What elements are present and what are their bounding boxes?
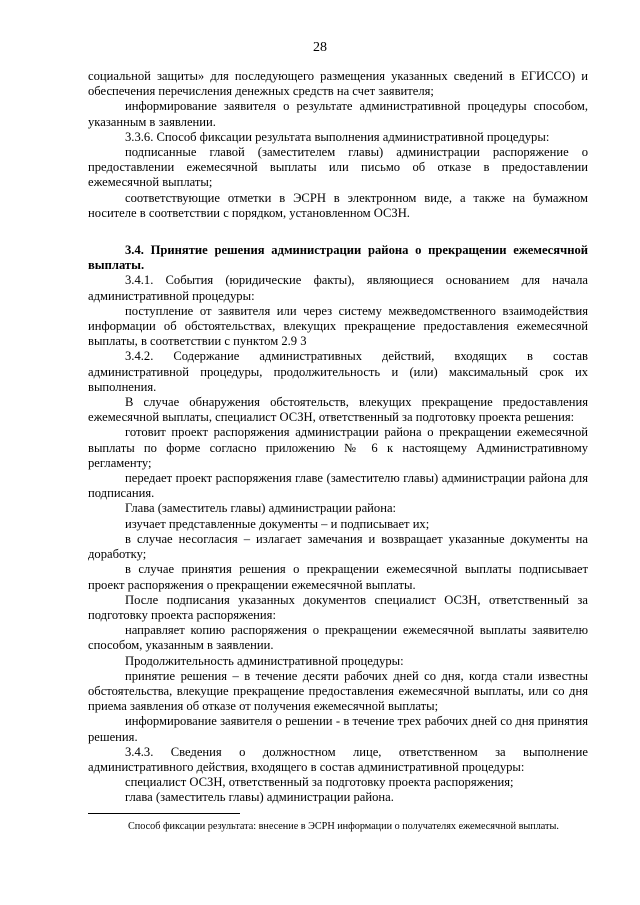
paragraph: 3.4.2. Содержание административных действий, входящих в состав административной процедуры, продолжительность и (или) максимальный срок их выполнения. xyxy=(88,349,588,394)
paragraph: передает проект распоряжения главе (заместителю главы) администрации района для подписания. xyxy=(88,471,588,501)
paragraph: поступление от заявителя или через систему межведомственного взаимодействия информации об обстоятельствах, влекущих прекращение предоставления ежемесячной выплаты, в соответствии с пунктом 2.9 3 xyxy=(88,303,588,349)
paragraph: 3.3.6. Способ фиксации результата выполнения административной процедуры: xyxy=(125,129,550,144)
paragraph: информирование заявителя о результате административной процедуры способом, указанным в заявлении. xyxy=(88,99,588,129)
paragraph: в случае несогласия – излагает замечания и возвращает указанные документы на доработку; xyxy=(88,531,588,562)
document-body xyxy=(88,69,588,806)
paragraph: направляет копию распоряжения о прекращении ежемесячной выплаты заявителю способом, указанным в заявлении. xyxy=(88,623,588,653)
paragraph: глава (заместитель главы) администрации района. xyxy=(125,790,394,805)
paragraph: соответствующие отметки в ЭСРН в электронном виде, а также на бумажном носителе в соответствии с порядком, установленном ОСЗН. xyxy=(88,190,588,220)
paragraph: В случае обнаружения обстоятельств, влекущих прекращение предоставления ежемесячной выплаты, специалист ОСЗН, ответственный за подготовку проекта решения: xyxy=(88,395,588,425)
paragraph: Глава (заместитель главы) администрации района: xyxy=(125,501,397,516)
paragraph: принятие решения – в течение десяти рабочих дней со дня, когда стали известны обстоятельства, влекущие прекращение предоставления ежемесячной выплаты, или со дня приема заявления об отказе от получения ежемесячной выплаты; xyxy=(88,668,588,714)
paragraph: информирование заявителя о решении - в течение трех рабочих дней со дня принятия решения. xyxy=(88,714,588,744)
page-number: 28 xyxy=(313,40,327,55)
footnote: Способ фиксации результата: внесение в ЭСРН информации о получателях ежемесячной выплаты. xyxy=(128,821,559,832)
paragraph: специалист ОСЗН, ответственный за подготовку проекта распоряжения; xyxy=(125,775,514,790)
paragraph: Продолжительность административной процедуры: xyxy=(125,653,404,668)
paragraph: готовит проект распоряжения администрации района о прекращении ежемесячной выплаты по форме согласно приложению № 6 к настоящему Административному регламенту; xyxy=(88,425,588,470)
paragraph: в случае принятия решения о прекращении ежемесячной выплаты подписывает проект распоряжения о прекращении ежемесячной выплаты. xyxy=(88,562,588,592)
footnote-separator xyxy=(88,813,240,814)
paragraph: изучает представленные документы – и подписывает их; xyxy=(125,516,430,531)
paragraph: 3.4.3. Сведения о должностном лице, ответственном за выполнение административного действия, входящего в состав административной процедуры: xyxy=(88,744,588,774)
paragraph: подписанные главой (заместителем главы) администрации распоряжение о предоставлении ежемесячной выплаты или письмо об отказе в предоставлении ежемесячной выплаты; xyxy=(88,145,588,190)
paragraph: 3.4.1. События (юридические факты), являющиеся основанием для начала административной процедуры: xyxy=(88,273,588,303)
paragraph: После подписания указанных документов специалист ОСЗН, ответственный за подготовку проекта распоряжения: xyxy=(88,592,588,622)
paragraph: социальной защиты» для последующего размещения указанных сведений в ЕГИССО) и обеспечения перечисления денежных средств на счет заявителя; xyxy=(88,69,588,99)
section-heading: 3.4. Принятие решения администрации района о прекращении ежемесячной выплаты. xyxy=(88,243,588,273)
